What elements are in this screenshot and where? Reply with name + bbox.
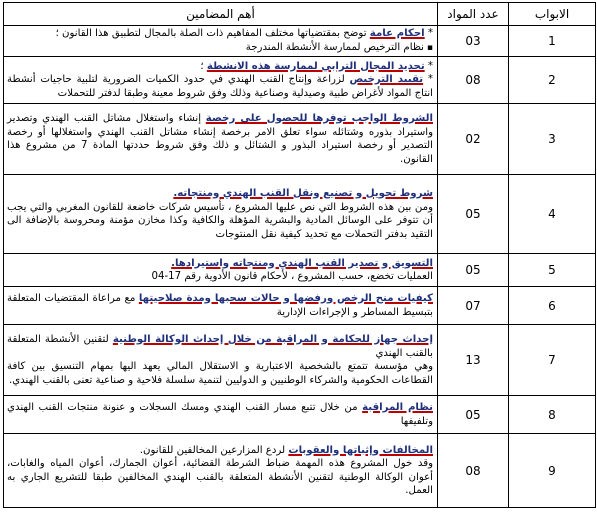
highlighted-heading: إحداث جهاز للحكامة و المراقبة من خلال إحداث الوكالة الوطنية [112, 334, 433, 345]
table-row [4, 175, 596, 254]
content-line [7, 401, 433, 428]
body-text: وقد خول المشروع هذه المهمة ضباط الشرطة القضائية، أعوان الجمارك، أعوان المياه والغابات، أعوان الوكالة الوطنية لتقنين الأنشطة المتعلقة بالقنب الهندي المخالفين طبقا للتشريع الجاري به العمل. [7, 458, 433, 497]
content-line [7, 187, 433, 201]
table-row [4, 57, 596, 104]
summary-table [3, 2, 596, 508]
content-cell [4, 396, 438, 434]
content-line [7, 444, 433, 458]
content-line [7, 41, 433, 56]
content-line [7, 292, 433, 319]
content-line [7, 457, 433, 498]
chapter-number: 7 [509, 325, 596, 396]
article-count: 08 [438, 57, 509, 104]
table-row [4, 396, 596, 434]
header-main-contents: أهم المضامين [4, 3, 438, 26]
content-line [7, 360, 433, 387]
chapter-number: 5 [509, 254, 596, 287]
highlighted-heading: شروط تحويل و تصنيع ونقل القنب الهندي ومنتجاته. [173, 188, 433, 199]
content-cell [4, 287, 438, 325]
table-header-row [4, 3, 596, 26]
article-count: 03 [438, 26, 509, 57]
header-article-count: عدد المواد [438, 3, 509, 26]
body-text: وهي مؤسسة تتمتع بالشخصية الاعتبارية و الاستقلال المالي يعهد اليها بمهام التنسيق بين كافة القطاعات الحكومية والشركاء الوطنيين و الدوليين لتنمية سلسلة فلاحية و صناعية تعنى بالقنب الهندي. [7, 361, 433, 386]
content-line [7, 257, 433, 271]
article-count: 02 [438, 104, 509, 175]
content-line [7, 73, 433, 100]
table-row [4, 254, 596, 287]
content-line [7, 27, 433, 41]
highlighted-heading: تحديد المجال الترابي لممارسة هذه الانشطة [206, 60, 425, 72]
chapter-number: 2 [509, 57, 596, 104]
body-text: توضح بمقتضياتها مختلف المفاهيم ذات الصلة بالمجال لتطبيق هذا القانون ؛ [55, 28, 370, 39]
body-text: لردع المزارعين المخالفين للقانون. [139, 444, 289, 456]
chapter-number: 1 [509, 26, 596, 57]
article-count: 07 [438, 287, 509, 325]
chapter-number: 3 [509, 104, 596, 175]
highlighted-heading: تقييد الترخيص [349, 74, 424, 86]
content-cell [4, 104, 438, 175]
body-text: ومن بين هذه الشروط التي نص عليها المشروع ، تأسيس شركات خاضعة للقانون المغربي والتي يجب أن تتوفر على الوسائل المادية والبشرية المؤهلة والكافية وكذا مخازن مؤمنة ومحروسة بالإضافة الى التقيد بدفتر التحملات مع تحديد كيفية نقل المنتوجات [7, 201, 433, 240]
highlighted-heading: كيفيات منح الرخص ورفضها و حالات سحبها ومدة صلاحيتها [138, 293, 433, 305]
table-row [4, 434, 596, 508]
content-cell [4, 175, 438, 254]
body-text: نظام الترخيص لممارسة الأنشطة المندرجة [245, 41, 425, 53]
header-chapters: الابواب [509, 3, 596, 26]
chapter-number: 6 [509, 287, 596, 325]
content-cell [4, 325, 438, 396]
content-cell [4, 434, 438, 508]
highlighted-heading: الشروط الواجب توفرها للحصول على رخصة [205, 113, 433, 124]
content-line [7, 112, 433, 166]
content-line [7, 270, 433, 284]
chapter-number: 4 [509, 175, 596, 254]
chapter-number: 9 [509, 434, 596, 508]
content-cell [4, 57, 438, 104]
body-text: ؛ [200, 60, 207, 72]
chapter-number: 8 [509, 396, 596, 434]
article-count: 05 [438, 175, 509, 254]
body-text: مع مراعاة المقتضيات المتعلقة بتبسيط المساطر و الإجراءات الإدارية [7, 293, 433, 318]
content-line [7, 333, 433, 360]
body-text: لتقنين الأنشطة المتعلقة بالقنب الهندي [7, 334, 433, 359]
table-row [4, 325, 596, 396]
body-text: من خلال تتبع مسار القنب الهندي ومسك السجلات و عنونة منتجات القنب الهندي وتلفيفها [7, 402, 433, 427]
body-text: إنشاء واستغلال مشاتل القنب الهندي وتصدير واستيراد بذوره وشتائله سواء تعلق الامر برخصة إنشاء مشاتل القنب الهندي واستغلالها أو رخصة التصدير أو رخصة استيراد البذور و الشتائل و ذلك وفق شروط حددتها المادة 7 من مشروع هذا القانون. [7, 113, 433, 165]
content-line [7, 201, 433, 242]
content-line [7, 60, 433, 74]
content-cell [4, 254, 438, 287]
body-text: لزراعة وإنتاج القنب الهندي في حدود الكميات الضرورية لتلبية حاجيات أنشطة انتاج المواد لأغراض طبية وصيدلية وصناعية وذلك وفق شروط معينة وطبقا لدفتر للتحملات [7, 74, 433, 99]
highlighted-heading: التسويق و تصدير القنب الهندي ومنتجاته واستيرادها. [171, 257, 433, 269]
body-text: العمليات تخضع، حسب المشروع ، لأحكام قانون الأدوية رقم 17-04 [151, 271, 433, 283]
article-count: 05 [438, 396, 509, 434]
highlighted-heading: نظام المراقبة [362, 402, 433, 414]
table-row [4, 287, 596, 325]
article-count: 13 [438, 325, 509, 396]
highlighted-heading: المخالفات وإثباتها والعقوبات [288, 444, 433, 456]
article-count: 05 [438, 254, 509, 287]
highlighted-heading: احكام عامة [369, 28, 425, 39]
article-count: 08 [438, 434, 509, 508]
table-row [4, 104, 596, 175]
content-cell [4, 26, 438, 57]
table-row [4, 26, 596, 57]
